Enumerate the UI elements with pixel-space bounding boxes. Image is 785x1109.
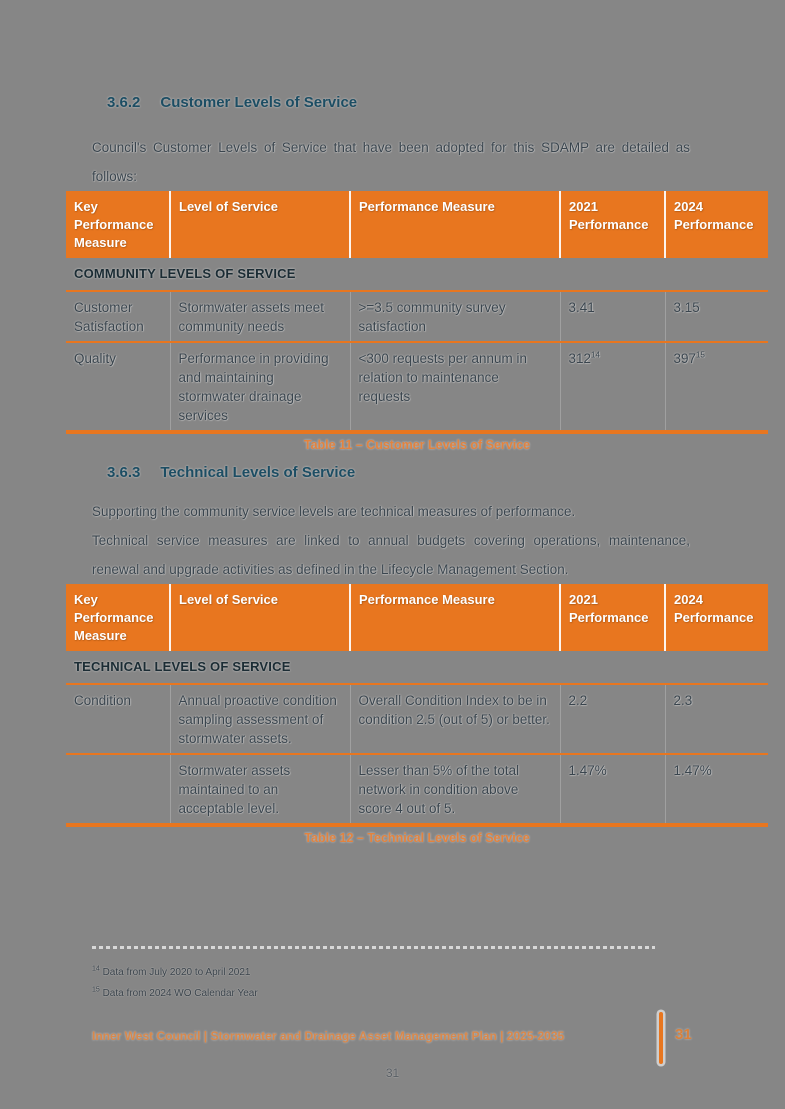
value-2024: 2.3 bbox=[673, 693, 693, 708]
footnote-marker: 14 bbox=[591, 350, 600, 360]
footnote-item bbox=[92, 988, 258, 1000]
table-row bbox=[66, 342, 768, 432]
cell-2024-performance bbox=[665, 684, 768, 754]
cell-2021-performance bbox=[560, 684, 665, 754]
cell-2021-performance bbox=[560, 342, 665, 432]
table-row bbox=[66, 754, 768, 825]
table-section-row bbox=[66, 651, 768, 684]
section-number: 3.6.2 bbox=[107, 94, 141, 111]
section-label: COMMUNITY LEVELS OF SERVICE bbox=[66, 258, 768, 291]
cell-2024-performance bbox=[665, 754, 768, 825]
table-row bbox=[66, 291, 768, 342]
table-header-row bbox=[66, 584, 768, 651]
column-header-kpm: Key Performance Measure bbox=[66, 584, 170, 651]
column-header-performance-measure: Performance Measure bbox=[350, 584, 560, 651]
cell-level-of-service: Stormwater assets maintained to an acceptable level. bbox=[170, 754, 350, 825]
bottom-page-number: 31 bbox=[385, 1066, 400, 1080]
value-2024: 1.47% bbox=[673, 763, 712, 778]
value-2024: 397 bbox=[673, 351, 697, 366]
section-heading-customer bbox=[107, 94, 768, 111]
section-label: TECHNICAL LEVELS OF SERVICE bbox=[66, 651, 768, 684]
cell-kpm bbox=[66, 754, 170, 825]
column-header-performance-measure: Performance Measure bbox=[350, 191, 560, 258]
column-header-2021: 2021 Performance bbox=[560, 584, 665, 651]
cell-kpm: Quality bbox=[66, 342, 170, 432]
table-header-row bbox=[66, 191, 768, 258]
section-title: Customer Levels of Service bbox=[160, 94, 358, 111]
cell-performance-measure: >=3.5 community survey satisfaction bbox=[350, 291, 560, 342]
footer-document-title: Inner West Council | Stormwater and Drainage Asset Management Plan | 2025-2035 bbox=[92, 1029, 565, 1043]
customer-los-table bbox=[66, 191, 768, 434]
cell-kpm: Condition bbox=[66, 684, 170, 754]
column-header-level-of-service: Level of Service bbox=[170, 584, 350, 651]
customer-intro-paragraph: Council's Customer Levels of Service that have been adopted for this SDAMP are detailed as follows: bbox=[92, 140, 690, 184]
section-title: Technical Levels of Service bbox=[160, 464, 356, 481]
value-2021: 3.41 bbox=[568, 300, 595, 315]
table-section-row bbox=[66, 258, 768, 291]
column-header-2024: 2024 Performance bbox=[665, 191, 768, 258]
value-2024: 3.15 bbox=[673, 300, 700, 315]
cell-performance-measure: Overall Condition Index to be in condition 2.5 (out of 5) or better. bbox=[350, 684, 560, 754]
footnote-marker: 15 bbox=[92, 986, 100, 994]
technical-paragraph-1: Supporting the community service levels are technical measures of performance. bbox=[92, 504, 576, 519]
value-2021: 1.47% bbox=[568, 763, 607, 778]
cell-2021-performance bbox=[560, 754, 665, 825]
cell-kpm: Customer Satisfaction bbox=[66, 291, 170, 342]
footnote-marker: 14 bbox=[92, 965, 100, 973]
cell-level-of-service: Stormwater assets meet community needs bbox=[170, 291, 350, 342]
cell-level-of-service: Performance in providing and maintaining stormwater drainage services bbox=[170, 342, 350, 432]
table-row bbox=[66, 684, 768, 754]
column-header-kpm: Key Performance Measure bbox=[66, 191, 170, 258]
footer-accent-bar bbox=[659, 1012, 663, 1064]
column-header-2024: 2024 Performance bbox=[665, 584, 768, 651]
section-heading-technical bbox=[107, 464, 768, 481]
cell-performance-measure: <300 requests per annum in relation to maintenance requests bbox=[350, 342, 560, 432]
cell-2024-performance bbox=[665, 291, 768, 342]
customer-table-caption: Table 11 – Customer Levels of Service bbox=[303, 438, 531, 452]
footnote-marker: 15 bbox=[696, 350, 705, 360]
cell-level-of-service: Annual proactive condition sampling assessment of stormwater assets. bbox=[170, 684, 350, 754]
value-2021: 2.2 bbox=[568, 693, 588, 708]
footnote-item bbox=[92, 967, 250, 979]
technical-los-table bbox=[66, 584, 768, 827]
column-header-level-of-service: Level of Service bbox=[170, 191, 350, 258]
footnote-separator bbox=[92, 946, 655, 949]
column-header-2021: 2021 Performance bbox=[560, 191, 665, 258]
value-2021: 312 bbox=[568, 351, 592, 366]
footnote-text: Data from 2024 WO Calendar Year bbox=[102, 988, 258, 999]
technical-table-caption: Table 12 – Technical Levels of Service bbox=[304, 831, 530, 845]
footer-page-number: 31 bbox=[675, 1026, 692, 1043]
cell-performance-measure: Lesser than 5% of the total network in condition above score 4 out of 5. bbox=[350, 754, 560, 825]
cell-2021-performance bbox=[560, 291, 665, 342]
technical-paragraph-2: Technical service measures are linked to annual budgets covering operations, maintenance, renewal and upgrade activities as defined in the Lifecycle Management Section. bbox=[92, 533, 690, 577]
footnote-text: Data from July 2020 to April 2021 bbox=[102, 967, 251, 978]
cell-2024-performance bbox=[665, 342, 768, 432]
section-number: 3.6.3 bbox=[107, 464, 141, 481]
